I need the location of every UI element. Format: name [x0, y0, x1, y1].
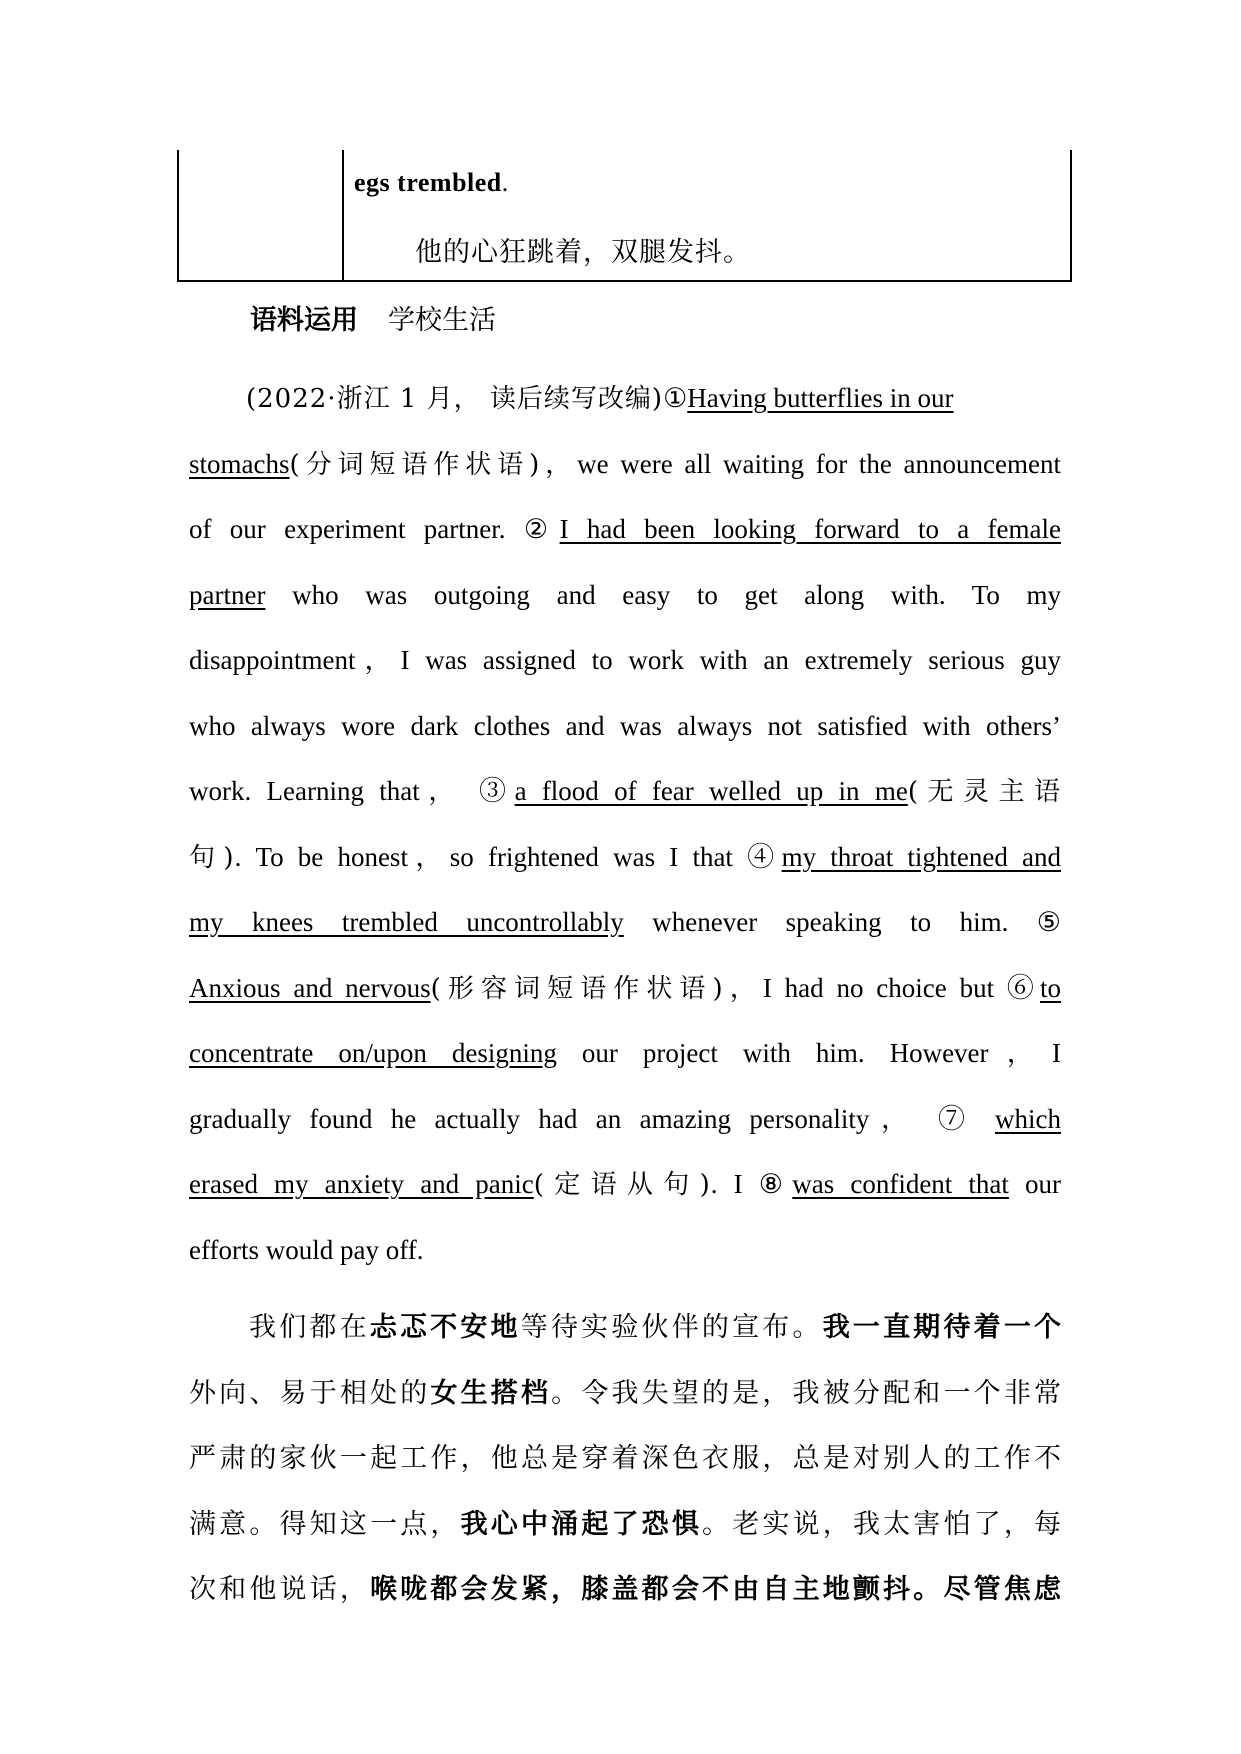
- table-chinese-sentence: 他的心狂跳着，双腿发抖。: [415, 237, 751, 268]
- grammar-note: (形容词短语作状语): [430, 973, 724, 1004]
- grammar-note: 句): [189, 842, 235, 873]
- grammar-note: (分词短语作状语): [289, 449, 541, 480]
- grammar-note: (定语从句): [533, 1170, 711, 1200]
- translation-line: 满意。得知这一点，我心中涌起了恐惧。老实说，我太害怕了，每: [189, 1508, 1061, 1540]
- passage-line: of our experiment partner. ②I had been looking forward to a female: [189, 514, 1061, 544]
- passage-line: gradually found he actually had an amazing personality， ⑦ which: [189, 1103, 1061, 1134]
- passage-line: stomachs(分词短语作状语)，we were all waiting for the announcement: [189, 448, 1061, 480]
- vocab-table-fragment: [177, 150, 1072, 282]
- section-topic: 学校生活: [388, 305, 496, 336]
- underlined-phrase: was confident that: [792, 1169, 1009, 1199]
- underlined-phrase: my throat tightened and: [781, 841, 1061, 872]
- grammar-note: (无灵主语: [907, 777, 1061, 807]
- section-heading: [250, 298, 496, 337]
- passage-line: work. Learning that， ③a flood of fear welled up in me(无灵主语: [189, 776, 1061, 807]
- highlighted-phrase: 我一直期待着一个: [822, 1312, 1061, 1343]
- underlined-phrase: to: [1040, 972, 1061, 1003]
- section-label: 语料运用: [250, 305, 358, 336]
- passage-line: Anxious and nervous(形容词短语作状语)，I had no choice but ⑥to: [189, 972, 1061, 1004]
- passage-line: who always wore dark clothes and was always not satisfied with others’: [189, 710, 1061, 741]
- passage-line: efforts would pay off.: [189, 1234, 424, 1265]
- underlined-phrase: partner: [189, 579, 266, 610]
- underlined-phrase: concentrate on/upon designing: [189, 1038, 557, 1068]
- highlighted-phrase: 我心中涌起了恐惧: [460, 1508, 703, 1540]
- highlighted-phrase: 喉咙都会发紧，膝盖都会不由自主地颤抖。尽管焦虑: [370, 1574, 1061, 1605]
- passage-line: disappointment，I was assigned to work with an extremely serious guy: [189, 645, 1061, 675]
- underlined-phrase: which: [995, 1103, 1061, 1134]
- table-english-sentence: egs trembled.: [354, 168, 509, 197]
- passage-line: my knees trembled uncontrollably whenever speaking to him. ⑤: [189, 907, 1061, 937]
- underlined-phrase: a flood of fear welled up in me: [514, 776, 908, 806]
- table-column-divider: [342, 150, 344, 280]
- passage-line: partner who was outgoing and easy to get along with. To my: [189, 579, 1061, 610]
- english-passage: [189, 366, 1061, 1283]
- translation-line: 外向、易于相处的女生搭档。令我失望的是，我被分配和一个非常: [189, 1377, 1061, 1409]
- translation-line: 严肃的家伙一起工作，他总是穿着深色衣服，总是对别人的工作不: [189, 1443, 1061, 1474]
- underlined-phrase: Anxious and nervous: [189, 972, 431, 1003]
- underlined-phrase: I had been looking forward to a female: [559, 514, 1061, 544]
- passage-line: erased my anxiety and panic(定语从句). I ⑧was confident that our: [189, 1169, 1061, 1200]
- passage-line: concentrate on/upon designing our project with him. However，I: [189, 1038, 1061, 1068]
- passage-line: (2022·浙江 1 月， 读后续写改编)①Having butterflies in our: [246, 383, 954, 414]
- translation-line: 次和他说话，喉咙都会发紧，膝盖都会不由自主地颤抖。尽管焦虑: [189, 1574, 1061, 1605]
- underlined-phrase: stomachs: [189, 448, 290, 479]
- chinese-translation: [189, 1295, 1061, 1623]
- highlighted-phrase: 女生搭档: [430, 1377, 552, 1409]
- underlined-phrase: erased my anxiety and panic: [189, 1169, 534, 1199]
- passage-line: 句). To be honest，so frightened was I that ④my throat tightened and: [189, 841, 1061, 873]
- highlighted-phrase: 忐忑不安地: [369, 1312, 521, 1343]
- translation-line: 我们都在忐忑不安地等待实验伙伴的宣布。我一直期待着一个: [249, 1312, 1061, 1343]
- underlined-phrase: my knees trembled uncontrollably: [189, 907, 624, 937]
- underlined-phrase: Having butterflies in our: [687, 383, 954, 413]
